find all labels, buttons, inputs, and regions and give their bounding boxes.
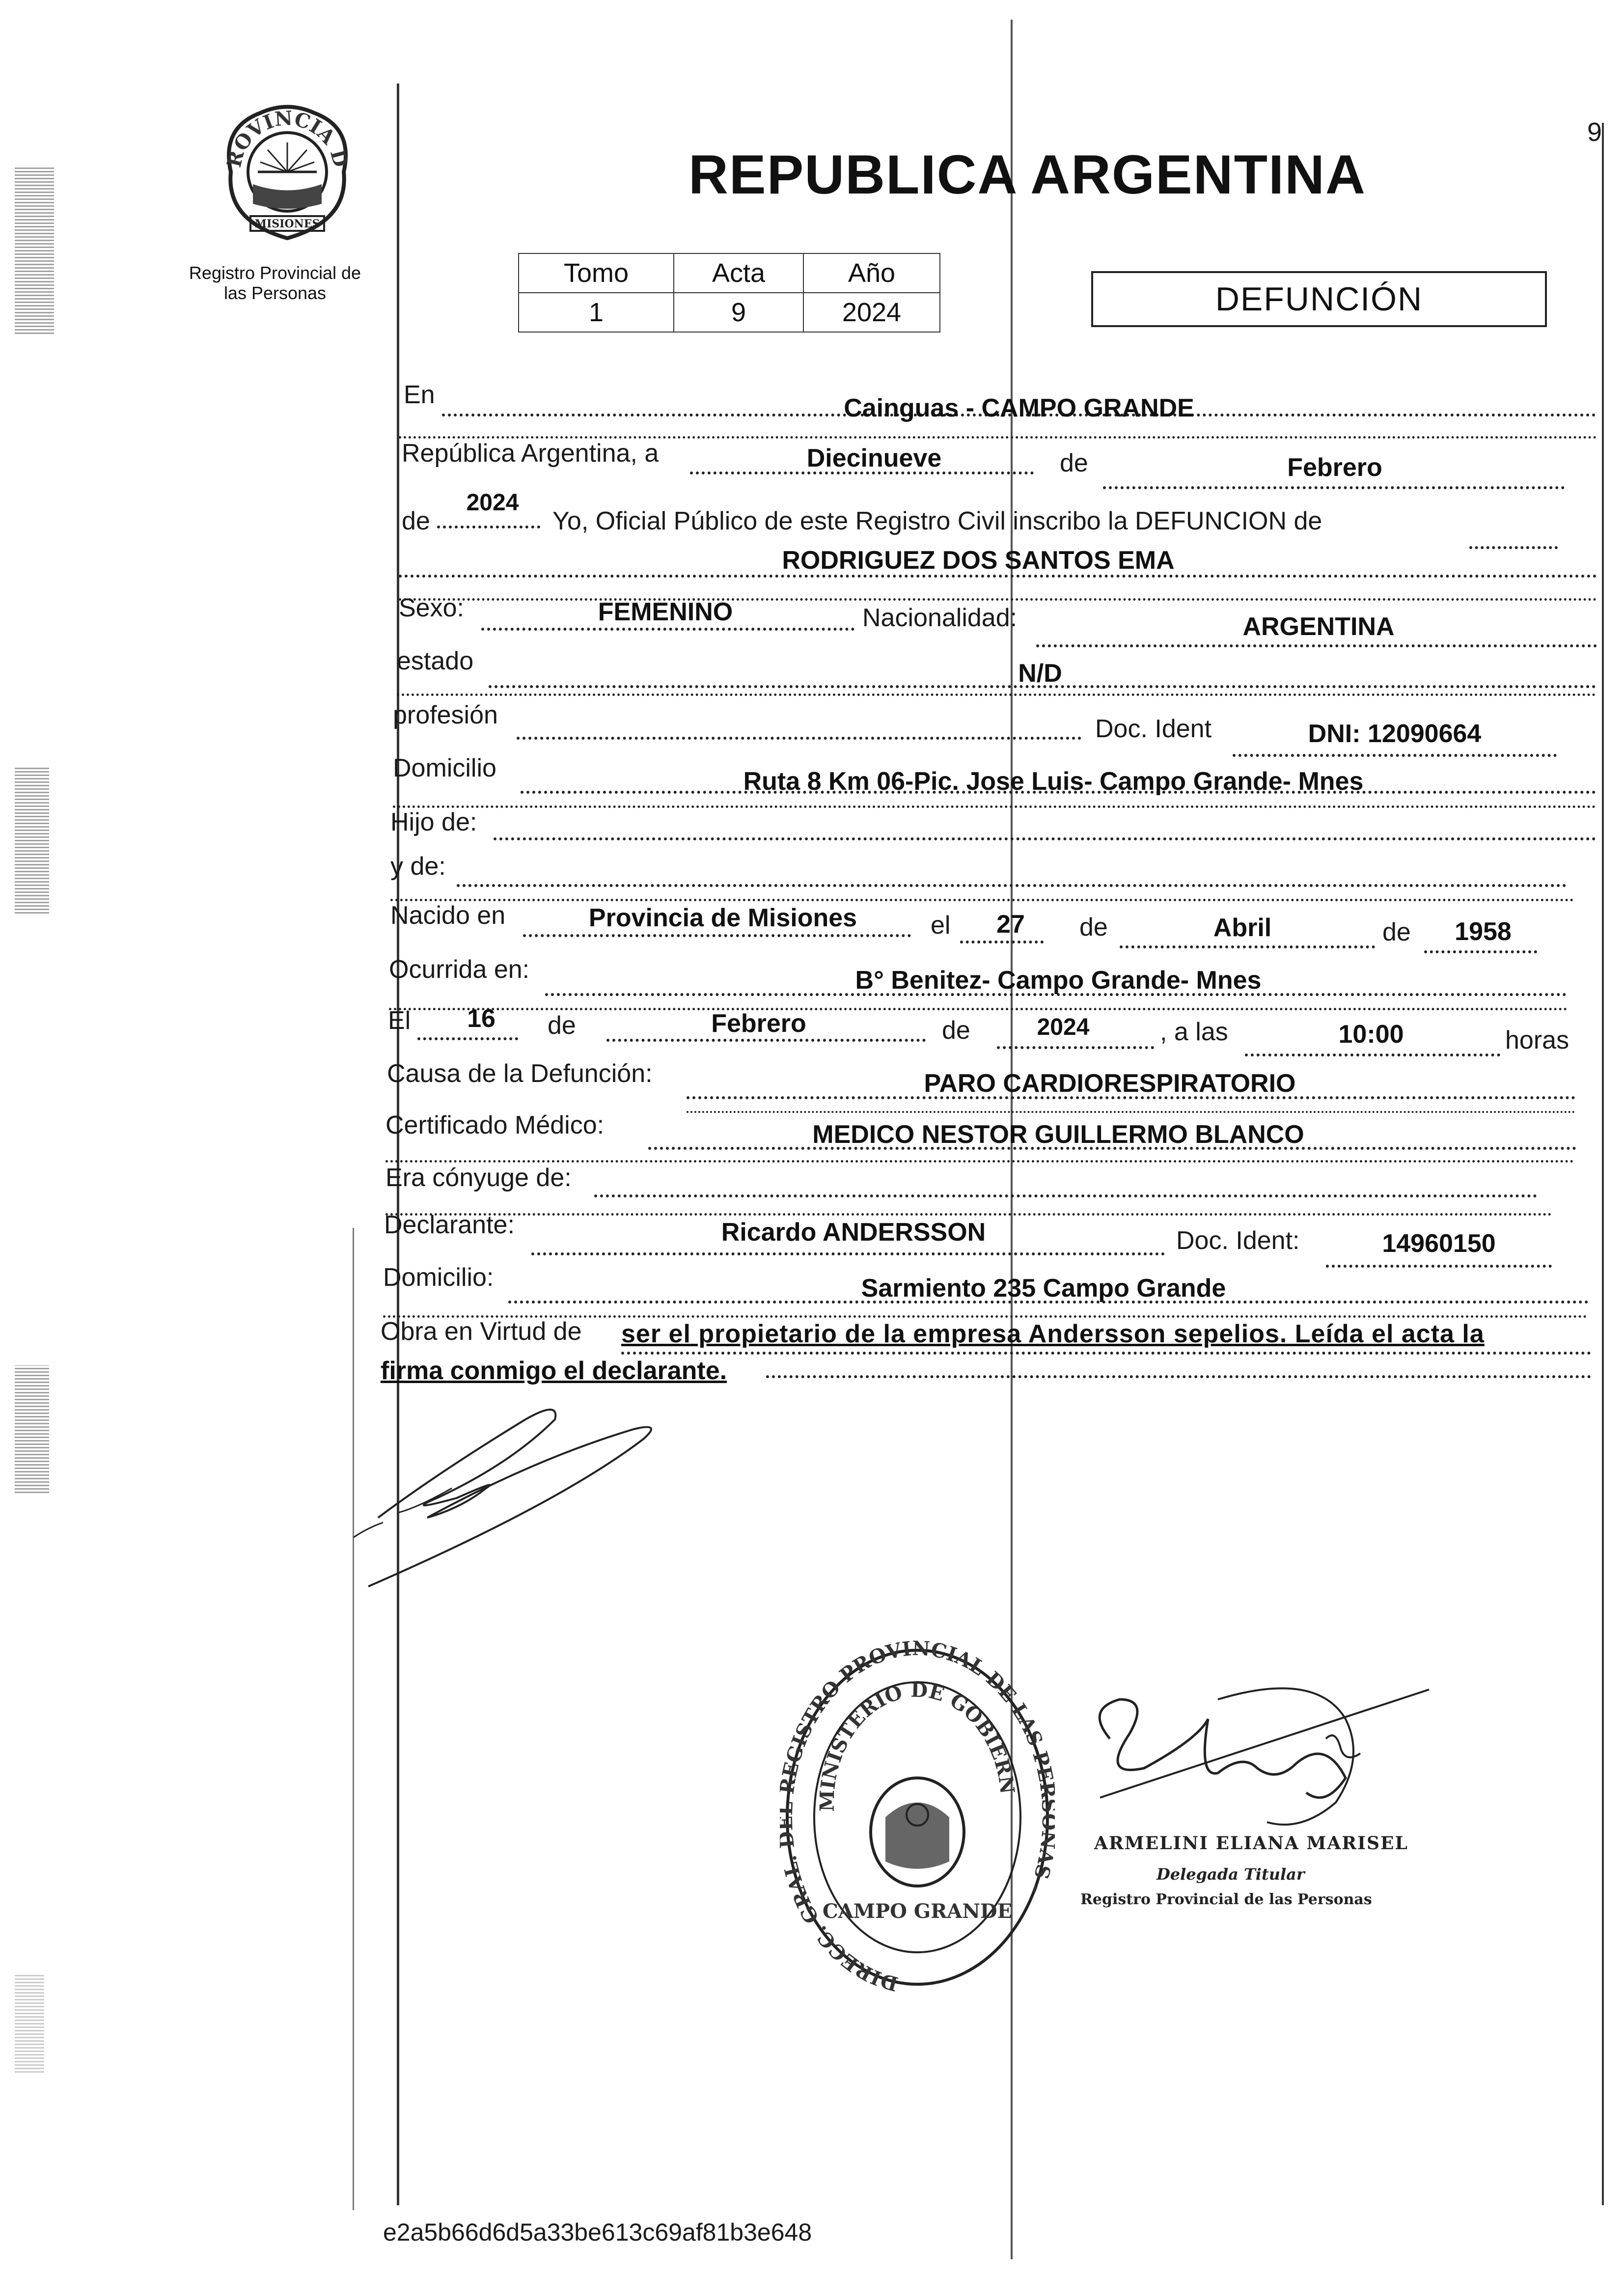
value-day-words: Diecinueve xyxy=(806,444,942,472)
value-place: Cainguas - CAMPO GRANDE xyxy=(844,394,1194,422)
dotted-line xyxy=(1036,644,1597,647)
value-death-month: Febrero xyxy=(711,1009,806,1038)
label-ocurrida: Ocurrida en: xyxy=(389,955,530,984)
value-declarante-doc: 14960150 xyxy=(1382,1229,1496,1258)
label-y-de: y de: xyxy=(390,852,446,881)
value-birth-year: 1958 xyxy=(1455,917,1512,946)
table-header-anio: Año xyxy=(803,253,940,293)
label-hijo-de: Hijo de: xyxy=(390,808,477,836)
page-number: 9 xyxy=(1587,117,1602,147)
dotted-line xyxy=(687,1111,1575,1113)
official-role: Delegada Titular xyxy=(1156,1865,1305,1884)
value-birth-month: Abril xyxy=(1213,914,1272,942)
label-en: En xyxy=(404,381,435,409)
dotted-line xyxy=(1424,950,1537,953)
value-deceased-name: RODRIGUEZ DOS SANTOS EMA xyxy=(782,546,1175,575)
value-ocurrida-en: B° Benitez- Campo Grande- Mnes xyxy=(855,966,1262,995)
label-causa: Causa de la Defunción: xyxy=(387,1059,653,1088)
dotted-line xyxy=(399,575,1597,578)
official-registry-stamp xyxy=(780,1640,1055,1994)
dotted-line xyxy=(1120,945,1375,948)
label-republica: República Argentina, a xyxy=(402,439,659,468)
scan-artifact xyxy=(15,1974,44,2073)
value-death-day: 16 xyxy=(467,1004,495,1033)
registry-caption xyxy=(167,263,383,304)
dotted-line xyxy=(390,899,1574,901)
value-birth-day: 27 xyxy=(996,910,1025,939)
dotted-line xyxy=(494,837,1596,840)
registry-caption-line2: las Personas xyxy=(223,283,327,304)
label-de-death-month: de xyxy=(548,1011,576,1040)
dotted-line xyxy=(517,737,1081,740)
value-causa: PARO CARDIORESPIRATORIO xyxy=(924,1069,1296,1098)
label-declarante-doc: Doc. Ident: xyxy=(1176,1226,1300,1255)
form-left-margin-line xyxy=(397,83,399,2205)
label-domicilio: Domicilio xyxy=(393,754,496,782)
dotted-line xyxy=(1245,1054,1500,1056)
dotted-line xyxy=(606,1039,926,1042)
value-month: Febrero xyxy=(1287,453,1382,482)
value-certificado: MEDICO NESTOR GUILLERMO BLANCO xyxy=(812,1120,1304,1149)
value-declarante: Ricardo ANDERSSON xyxy=(721,1218,986,1247)
label-certificado: Certificado Médico: xyxy=(385,1111,605,1139)
dotted-line xyxy=(417,1037,518,1040)
value-sexo: FEMENINO xyxy=(598,598,733,626)
dotted-line xyxy=(399,436,1597,439)
official-name: ARMELINI ELIANA MARISEL xyxy=(1094,1833,1408,1854)
dotted-line xyxy=(385,1213,1552,1216)
dotted-line xyxy=(457,884,1567,887)
dotted-line xyxy=(481,628,854,631)
label-nacionalidad: Nacionalidad: xyxy=(862,604,1018,632)
scan-artifact xyxy=(15,167,54,334)
registry-caption-line1: Registro Provincial de xyxy=(189,263,361,283)
value-doc-ident: DNI: 12090664 xyxy=(1308,720,1482,748)
seal-bottom-text: MISIONES xyxy=(254,218,320,230)
dotted-line xyxy=(393,805,1596,808)
dotted-line xyxy=(531,1252,1165,1255)
value-death-time: 10:00 xyxy=(1338,1020,1404,1049)
dotted-line xyxy=(766,1375,1591,1378)
acta-type-box: DEFUNCIÓN xyxy=(1091,271,1547,327)
label-estado: estado xyxy=(397,647,474,675)
table-cell-tomo: 1 xyxy=(518,292,674,333)
dotted-line xyxy=(437,526,540,528)
label-profesion: profesión xyxy=(393,701,498,729)
label-horas: horas xyxy=(1505,1026,1569,1054)
seal-top-text: ROVINCIA D xyxy=(222,107,353,170)
stamp-inner-ring-text: MINISTERIO DE GOBIERN xyxy=(815,1678,1019,1812)
value-death-year: 2024 xyxy=(1037,1014,1090,1040)
provincial-seal xyxy=(216,98,358,246)
label-domicilio-declarante: Domicilio: xyxy=(383,1263,494,1292)
dotted-line xyxy=(594,1194,1537,1197)
label-nacido-en: Nacido en xyxy=(390,901,506,930)
table-cell-anio: 2024 xyxy=(803,292,940,333)
label-de-year: de xyxy=(402,507,430,535)
value-domicilio-declarante: Sarmiento 235 Campo Grande xyxy=(861,1274,1226,1303)
scan-artifact xyxy=(15,1365,49,1493)
page-title: REPUBLICA ARGENTINA xyxy=(688,144,1366,205)
dotted-line xyxy=(1233,754,1557,757)
dotted-line xyxy=(389,1008,1568,1010)
table-header-tomo: Tomo xyxy=(518,253,674,293)
dotted-line xyxy=(399,598,1597,601)
label-el-death: El xyxy=(388,1006,411,1035)
dotted-line xyxy=(997,1046,1154,1049)
form-right-margin-line xyxy=(1602,123,1604,2205)
label-de-birth-month: de xyxy=(1079,913,1108,942)
label-yo-text: Yo, Oficial Público de este Registro Civil inscribo la DEFUNCION de xyxy=(552,507,1322,535)
form-left-margin-line-outer xyxy=(353,1228,354,2210)
stamp-office-text: CAMPO GRANDE xyxy=(822,1900,1013,1923)
dotted-line xyxy=(397,694,1596,696)
dotted-line xyxy=(1469,546,1558,549)
value-nacido-en: Provincia de Misiones xyxy=(588,904,857,932)
table-header-acta: Acta xyxy=(673,253,804,293)
dotted-line xyxy=(385,1160,1574,1163)
dotted-line xyxy=(1326,1265,1552,1268)
dotted-line xyxy=(1103,486,1565,489)
label-de-death-year: de xyxy=(942,1016,970,1045)
scan-artifact xyxy=(15,766,49,914)
label-declarante: Declarante: xyxy=(384,1211,515,1239)
stamp-outer-ring-text: DIRECC. GRAL. EGISTRO PROVINCIAL DE LAS P S - xyxy=(780,1640,1055,1994)
label-obra: Obra en Virtud de xyxy=(381,1317,582,1346)
dotted-line xyxy=(523,934,911,937)
label-conyuge: Era cónyuge de: xyxy=(385,1164,572,1192)
declarant-signature xyxy=(339,1390,692,1596)
value-obra-line2: firma conmigo el declarante. xyxy=(381,1357,727,1385)
official-registry: Registro Provincial de las Personas xyxy=(1080,1891,1372,1908)
value-year: 2024 xyxy=(466,490,519,516)
table-cell-acta: 9 xyxy=(673,292,804,333)
label-el-birth: el xyxy=(931,911,951,940)
label-sexo: Sexo: xyxy=(399,594,464,622)
label-a-las: , a las xyxy=(1160,1018,1228,1046)
value-domicilio: Ruta 8 Km 06-Pic. Jose Luis- Campo Grande- Mnes xyxy=(743,767,1364,796)
label-de: de xyxy=(1060,449,1088,477)
value-estado: N/D xyxy=(1018,659,1062,688)
label-doc-ident: Doc. Ident xyxy=(1095,715,1212,743)
dotted-line xyxy=(621,1352,1591,1355)
dotted-line xyxy=(960,941,1044,943)
document-hash: e2a5b66d6d5a33be613c69af81b3e648 xyxy=(383,2219,812,2246)
label-de-birth-year: de xyxy=(1382,918,1411,946)
value-nacionalidad: ARGENTINA xyxy=(1242,612,1395,641)
value-obra-line1: ser el propietario de la empresa Andersson sepelios. Leída el acta la xyxy=(621,1320,1485,1348)
